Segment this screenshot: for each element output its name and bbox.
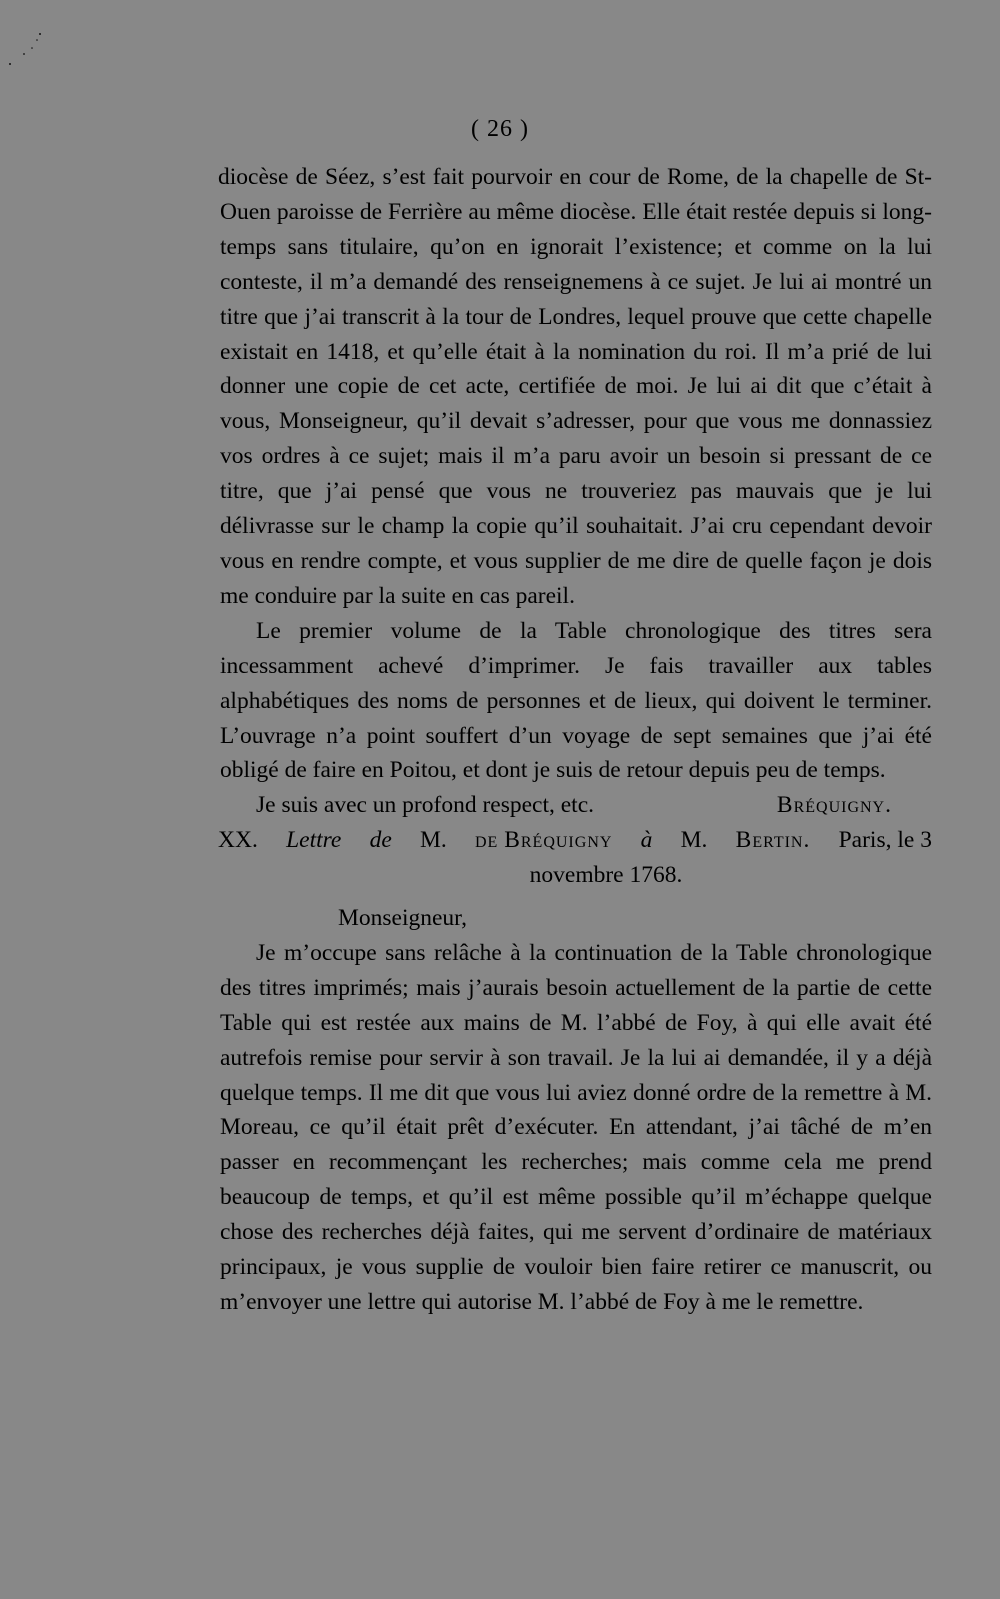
salutation: Monseigneur, bbox=[338, 905, 467, 932]
closing-text: Je suis avec un profond respect, etc. bbox=[256, 792, 595, 819]
letter-number: XX. bbox=[218, 827, 258, 854]
paragraph-continued: diocèse de Séez, s’est fait pourvoir en cour de Rome, de la chapelle de St-Ouen paroisse de Ferrière au même diocèse. Elle était restée depuis si long-temps sans titulaire, qu’on en ignorait l’existence; et comme on la lui conteste, il m’a demandé des renseignemens à ce sujet. Je lui ai montré un titre que j’ai transcrit à la tour de Londres, lequel prouve que cette chapelle existait en 1418, et qu’elle était à la nomination du roi. Il m’a prié de lui donner une copie de cet acte, certifiée de moi. Je lui ai dit que c’était à vous, Monseigneur, qu’il devait s’adresser, pour que vous me donnassiez vos ordres à ce sujet; mais il m’a paru avoir un besoin si pressant de ce titre, que j’ai pensé que vous ne trouveriez pas mauvais que je lui délivrasse sur le champ la copie qu’il souhaitait. J’ai cru cependant devoir vous en rendre compte, et vous supplier de me dire de quelle façon je dois me conduire par la suite en cas pareil. bbox=[218, 164, 932, 609]
heading-date-continued: novembre 1768. bbox=[529, 862, 683, 889]
heading-author-name: Bréquigny bbox=[504, 827, 613, 854]
heading-recipient-name: Bertin. bbox=[735, 827, 811, 854]
heading-author bbox=[475, 823, 612, 858]
body-text bbox=[220, 160, 932, 1320]
letter-closing bbox=[220, 788, 932, 823]
paragraph: Je m’occupe sans relâche à la continuation de la Table chronologique des titres imprimés; mais j’aurais besoin actuellement de la partie de cette Table qui est restée aux mains de M. l’abbé de Foy, à qui elle avait été autrefois remise pour servir à son travail. Je la lui ai demandée, il y a déjà quelque temps. Il me dit que vous lui aviez donné ordre de la remettre à M. Moreau, ce qu’il était prêt d’exécuter. En attendant, j’ai tâché de m’en passer en recommençant les recherches; mais comme cela me prend beaucoup de temps, et qu’il est même possible qu’il m’échappe quelque chose des recherches déjà faites, qui me servent d’ordinaire de matériaux principaux, je vous supplie de vouloir bien faire retirer ce manuscrit, ou m’envoyer une lettre qui autorise M. l’abbé de Foy à me le remettre. bbox=[220, 939, 932, 1315]
scan-specks bbox=[4, 20, 44, 70]
heading-place-date: Paris, le 3 bbox=[838, 827, 932, 854]
heading-word-m: M. bbox=[419, 827, 447, 854]
signature: Bréquigny. bbox=[776, 792, 892, 819]
heading-word-m2: M. bbox=[680, 827, 708, 854]
paragraph: Le premier volume de la Table chronologique des titres sera incessamment achevé d’imprimer. Je fais travailler aux tables alphabétiques des noms de personnes et de lieux, qui doivent le terminer. L’ouvrage n’a point souffert d’un voyage de sept semaines que j’ai été obligé de faire en Poitou, et dont je suis de retour depuis peu de temps. bbox=[220, 617, 932, 784]
heading-particle: de bbox=[475, 827, 499, 854]
heading-word-a: à bbox=[640, 827, 653, 854]
letter-heading bbox=[218, 823, 932, 858]
heading-word-de: de bbox=[369, 827, 392, 854]
page-number: ( 26 ) bbox=[471, 116, 529, 142]
heading-word-lettre: Lettre bbox=[286, 827, 342, 854]
